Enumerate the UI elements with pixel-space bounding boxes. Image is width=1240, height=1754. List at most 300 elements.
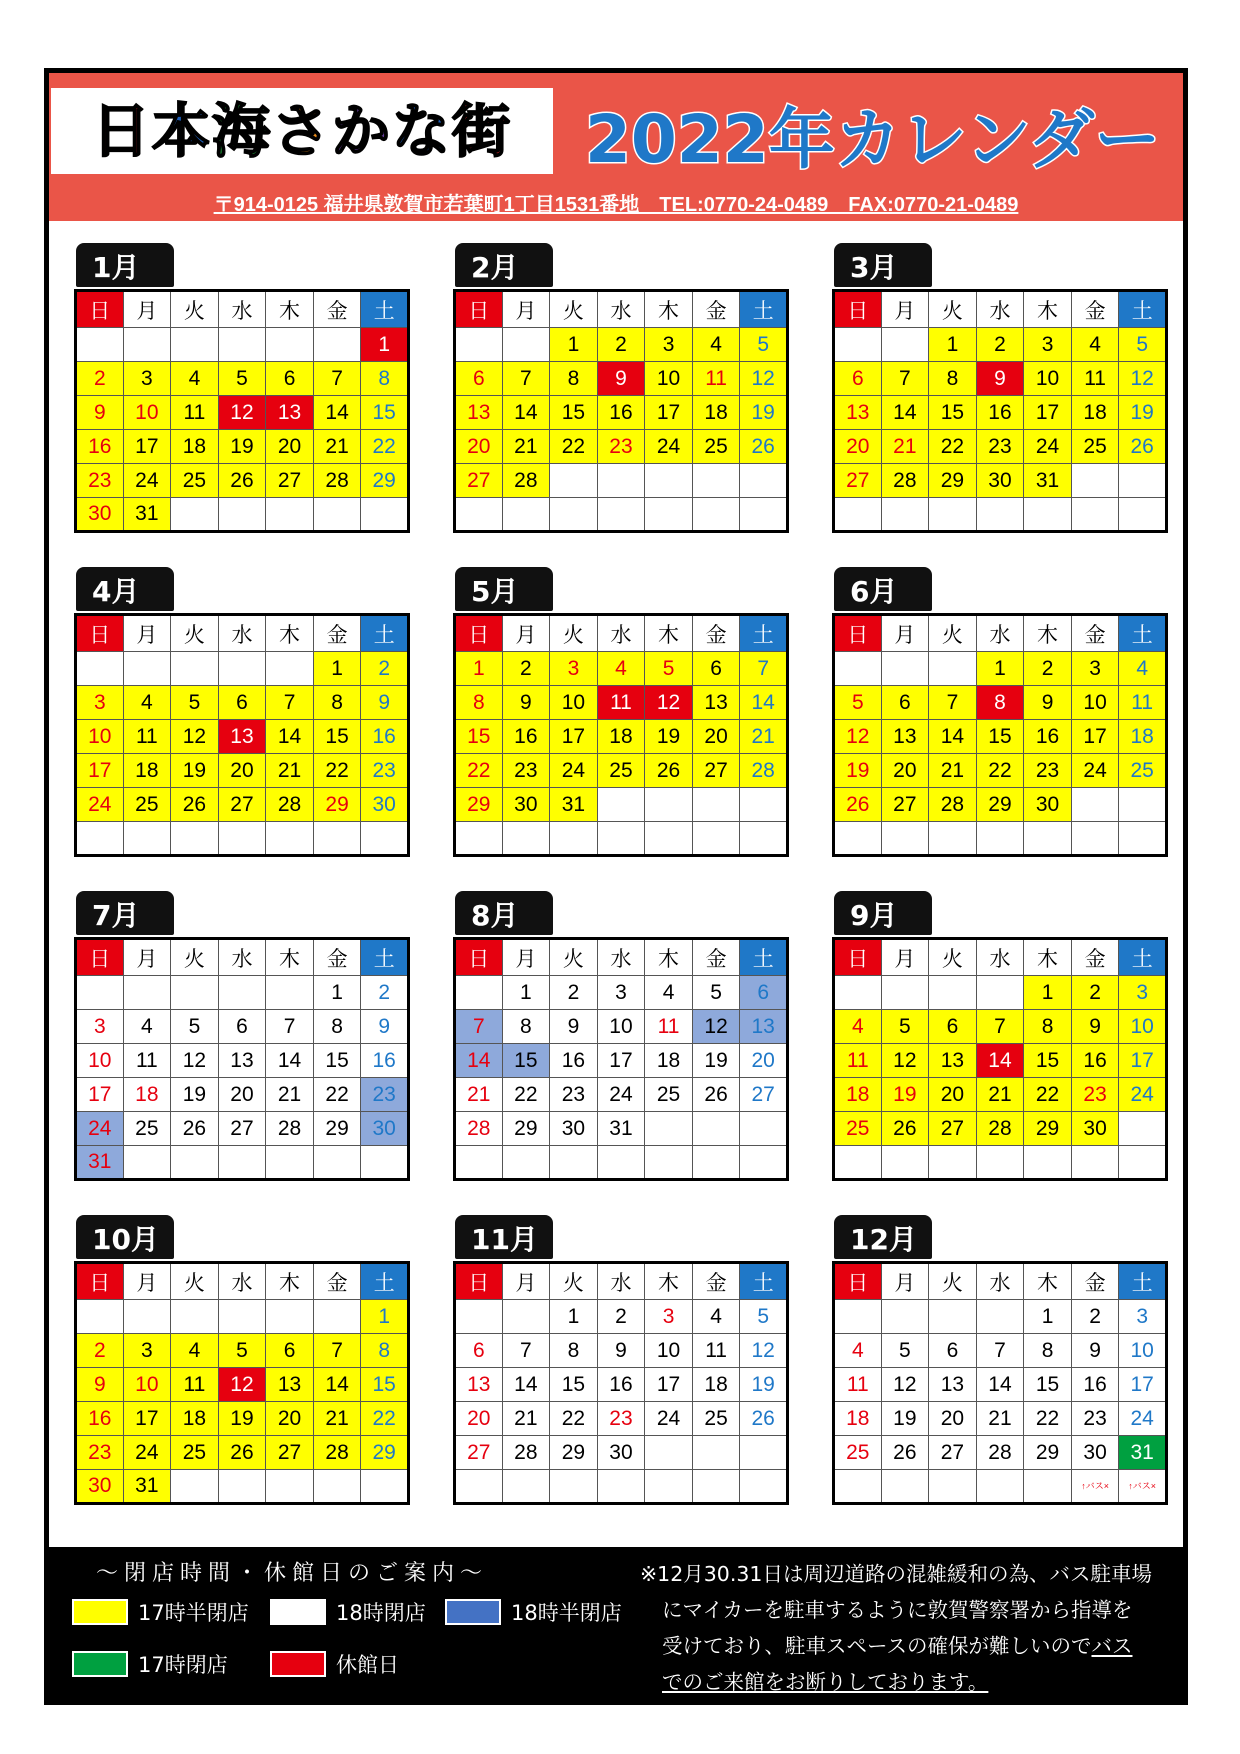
- day-cell: 7: [881, 362, 929, 396]
- empty-cell: [502, 822, 550, 856]
- empty-cell: [834, 1300, 882, 1334]
- empty-cell: [834, 976, 882, 1010]
- weekday-header: 火: [929, 615, 977, 652]
- weekday-header: 金: [1071, 1263, 1119, 1300]
- empty-cell: [218, 498, 266, 532]
- day-cell: 10: [645, 1334, 693, 1368]
- weekday-header: 木: [266, 291, 314, 328]
- day-cell: 11: [1119, 686, 1167, 720]
- weekday-header: 日: [455, 615, 503, 652]
- day-cell: 26: [881, 1112, 929, 1146]
- day-cell: 9: [1071, 1010, 1119, 1044]
- week-row: [455, 754, 788, 788]
- weekday-header: 水: [976, 615, 1024, 652]
- day-cell: 29: [1024, 1436, 1072, 1470]
- day-cell: 10: [1071, 686, 1119, 720]
- week-row: [76, 1078, 409, 1112]
- empty-cell: [881, 976, 929, 1010]
- week-row: [834, 430, 1167, 464]
- day-cell: 21: [455, 1078, 503, 1112]
- weekday-header: 金: [313, 615, 361, 652]
- day-cell: 9: [1024, 686, 1072, 720]
- week-row: [76, 822, 409, 856]
- week-row: [76, 788, 409, 822]
- month-table: [453, 1261, 789, 1505]
- empty-cell: [976, 822, 1024, 856]
- weekday-header: 火: [171, 291, 219, 328]
- day-cell: 12: [218, 396, 266, 430]
- day-cell: 6: [455, 362, 503, 396]
- empty-cell: [1024, 498, 1072, 532]
- empty-cell: [171, 498, 219, 532]
- day-cell: 30: [76, 498, 124, 532]
- day-cell: 16: [1024, 720, 1072, 754]
- weekday-header: 金: [692, 939, 740, 976]
- day-cell: 8: [550, 1334, 598, 1368]
- day-cell: 15: [361, 396, 409, 430]
- day-cell: 6: [218, 1010, 266, 1044]
- week-row: [834, 1044, 1167, 1078]
- logo-glyph: 海: [211, 97, 272, 165]
- day-cell: 12: [171, 720, 219, 754]
- empty-cell: [266, 1300, 314, 1334]
- day-cell: 15: [502, 1044, 550, 1078]
- day-cell: 13: [218, 720, 266, 754]
- day-cell: 20: [929, 1078, 977, 1112]
- day-cell: 11: [123, 1044, 171, 1078]
- empty-cell: [597, 498, 645, 532]
- empty-cell: [692, 464, 740, 498]
- week-row: [834, 1078, 1167, 1112]
- empty-cell: [692, 1436, 740, 1470]
- empty-cell: [455, 976, 503, 1010]
- weekday-header: 金: [692, 615, 740, 652]
- week-row: [76, 754, 409, 788]
- weekday-header: 日: [455, 291, 503, 328]
- month-table: [74, 1261, 410, 1505]
- weekday-header: 金: [1071, 615, 1119, 652]
- day-cell: 13: [218, 1044, 266, 1078]
- day-cell: 5: [881, 1010, 929, 1044]
- week-row: [834, 1010, 1167, 1044]
- day-cell: 31: [123, 1470, 171, 1504]
- day-cell: 16: [976, 396, 1024, 430]
- day-cell: 11: [171, 1368, 219, 1402]
- day-cell: 7: [313, 362, 361, 396]
- day-cell: 1: [1024, 1300, 1072, 1334]
- legend-label: 17時半閉店: [138, 1601, 249, 1625]
- day-cell: 24: [645, 1402, 693, 1436]
- day-cell: 10: [123, 1368, 171, 1402]
- week-row: [834, 754, 1167, 788]
- day-cell: 10: [1119, 1334, 1167, 1368]
- day-cell: 17: [1119, 1044, 1167, 1078]
- empty-cell: [929, 1470, 977, 1504]
- empty-cell: [645, 1436, 693, 1470]
- month-label: 2月: [455, 243, 553, 287]
- weekday-header: 土: [1119, 939, 1167, 976]
- empty-cell: [645, 464, 693, 498]
- day-cell: 3: [1071, 652, 1119, 686]
- day-cell: 5: [740, 1300, 788, 1334]
- day-cell: 12: [692, 1010, 740, 1044]
- weekday-header: 木: [645, 291, 693, 328]
- day-cell: 11: [834, 1044, 882, 1078]
- empty-cell: [502, 1470, 550, 1504]
- day-cell: 12: [881, 1044, 929, 1078]
- day-cell: 12: [740, 362, 788, 396]
- day-cell: 19: [740, 396, 788, 430]
- day-cell: 3: [1119, 976, 1167, 1010]
- day-cell: 10: [597, 1010, 645, 1044]
- weekday-header-row: [834, 291, 1167, 328]
- day-cell: 5: [171, 1010, 219, 1044]
- day-cell: 8: [1024, 1010, 1072, 1044]
- empty-cell: [1119, 1112, 1167, 1146]
- weekday-header: 火: [929, 291, 977, 328]
- week-row: [76, 1044, 409, 1078]
- legend-label: 18時半閉店: [511, 1601, 622, 1625]
- week-row: [834, 1334, 1167, 1368]
- day-cell: 28: [502, 464, 550, 498]
- day-cell: 9: [976, 362, 1024, 396]
- empty-cell: [266, 652, 314, 686]
- empty-cell: [1071, 1470, 1119, 1504]
- weekday-header: 水: [597, 615, 645, 652]
- notice-line: [640, 1628, 1170, 1664]
- day-cell: 14: [266, 720, 314, 754]
- logo-text: [91, 97, 513, 165]
- weekday-header: 水: [597, 291, 645, 328]
- day-cell: 16: [361, 1044, 409, 1078]
- day-cell: 6: [218, 686, 266, 720]
- week-row: [455, 1436, 788, 1470]
- week-row: [455, 328, 788, 362]
- month-label: 6月: [834, 567, 932, 611]
- weekday-header: 水: [218, 939, 266, 976]
- day-cell: 28: [976, 1436, 1024, 1470]
- day-cell: 7: [502, 362, 550, 396]
- weekday-header: 土: [361, 939, 409, 976]
- empty-cell: [123, 328, 171, 362]
- day-cell: 2: [597, 1300, 645, 1334]
- logo-glyph: 街: [452, 97, 513, 165]
- week-row: [455, 1368, 788, 1402]
- weekday-header: 月: [881, 939, 929, 976]
- day-cell: 7: [455, 1010, 503, 1044]
- empty-cell: [171, 976, 219, 1010]
- day-cell: 12: [740, 1334, 788, 1368]
- empty-cell: [550, 1470, 598, 1504]
- day-cell: 5: [218, 1334, 266, 1368]
- day-cell: 17: [645, 1368, 693, 1402]
- day-cell: 28: [881, 464, 929, 498]
- empty-cell: [1071, 1146, 1119, 1180]
- day-cell: 29: [976, 788, 1024, 822]
- day-cell: 16: [1071, 1044, 1119, 1078]
- week-row: [455, 396, 788, 430]
- empty-cell: [76, 1300, 124, 1334]
- day-cell: 4: [834, 1010, 882, 1044]
- empty-cell: [266, 498, 314, 532]
- day-cell: 25: [1071, 430, 1119, 464]
- day-cell: 19: [645, 720, 693, 754]
- day-cell: 27: [218, 788, 266, 822]
- notice-text: 受けており、駐車スペースの確保が難しいので: [662, 1634, 1092, 1658]
- empty-cell: [597, 788, 645, 822]
- empty-cell: [313, 1470, 361, 1504]
- week-row: [76, 328, 409, 362]
- weekday-header: 水: [976, 1263, 1024, 1300]
- weekday-header: 日: [834, 939, 882, 976]
- day-cell: 1: [976, 652, 1024, 686]
- weekday-header: 水: [218, 615, 266, 652]
- legend-item-white: [270, 1598, 426, 1626]
- day-cell: 28: [976, 1112, 1024, 1146]
- week-row: [76, 1300, 409, 1334]
- empty-cell: [881, 498, 929, 532]
- day-cell: 27: [266, 1436, 314, 1470]
- empty-cell: [645, 1146, 693, 1180]
- day-cell: 14: [881, 396, 929, 430]
- day-cell: 24: [645, 430, 693, 464]
- empty-cell: [76, 822, 124, 856]
- week-row: [76, 362, 409, 396]
- weekday-header: 金: [1071, 939, 1119, 976]
- day-cell: 27: [218, 1112, 266, 1146]
- legend-item-green: [72, 1650, 228, 1678]
- empty-cell: [123, 1300, 171, 1334]
- empty-cell: [1119, 498, 1167, 532]
- weekday-header: 月: [123, 939, 171, 976]
- day-cell: 4: [171, 1334, 219, 1368]
- day-cell: 16: [1071, 1368, 1119, 1402]
- weekday-header: 月: [123, 291, 171, 328]
- day-cell: 17: [645, 396, 693, 430]
- empty-cell: [1024, 1470, 1072, 1504]
- week-row: [455, 1402, 788, 1436]
- empty-cell: [976, 976, 1024, 1010]
- empty-cell: [218, 822, 266, 856]
- notice-line: にマイカーを駐車するように敦賀警察署から指導を: [662, 1598, 1133, 1622]
- day-cell: 15: [550, 1368, 598, 1402]
- day-cell: 29: [1024, 1112, 1072, 1146]
- day-cell: 17: [76, 754, 124, 788]
- week-row: [834, 362, 1167, 396]
- weekday-header: 土: [740, 615, 788, 652]
- day-cell: 18: [692, 1368, 740, 1402]
- week-row: [834, 498, 1167, 532]
- week-row: [834, 1436, 1167, 1470]
- day-cell: 5: [171, 686, 219, 720]
- day-cell: 20: [218, 754, 266, 788]
- day-cell: 30: [76, 1470, 124, 1504]
- empty-cell: [550, 498, 598, 532]
- day-cell: 11: [834, 1368, 882, 1402]
- day-cell: 19: [881, 1402, 929, 1436]
- day-cell: 27: [929, 1436, 977, 1470]
- day-cell: 8: [550, 362, 598, 396]
- empty-cell: [361, 498, 409, 532]
- day-cell: 30: [1024, 788, 1072, 822]
- day-cell: 18: [123, 754, 171, 788]
- empty-cell: [361, 1146, 409, 1180]
- empty-cell: [597, 822, 645, 856]
- day-cell: 12: [881, 1368, 929, 1402]
- day-cell: 4: [645, 976, 693, 1010]
- month-table: [74, 289, 410, 533]
- day-cell: 22: [313, 1078, 361, 1112]
- empty-cell: [881, 1146, 929, 1180]
- day-cell: 9: [361, 686, 409, 720]
- week-row: [76, 1010, 409, 1044]
- empty-cell: [1119, 788, 1167, 822]
- week-row: [834, 464, 1167, 498]
- weekday-header: 金: [313, 291, 361, 328]
- day-cell: 10: [76, 720, 124, 754]
- day-cell: 26: [740, 430, 788, 464]
- day-cell: 5: [881, 1334, 929, 1368]
- day-cell: 13: [455, 396, 503, 430]
- day-cell: 12: [645, 686, 693, 720]
- day-cell: 14: [976, 1368, 1024, 1402]
- day-cell: 15: [455, 720, 503, 754]
- weekday-header-row: [76, 291, 409, 328]
- day-cell: 5: [1119, 328, 1167, 362]
- day-cell: 7: [313, 1334, 361, 1368]
- weekday-header: 日: [834, 1263, 882, 1300]
- day-cell: 24: [1071, 754, 1119, 788]
- legend-item-yellow: [72, 1598, 249, 1626]
- day-cell: 8: [455, 686, 503, 720]
- day-cell: 27: [692, 754, 740, 788]
- weekday-header: 月: [881, 615, 929, 652]
- day-cell: 27: [455, 464, 503, 498]
- weekday-header: 火: [550, 291, 598, 328]
- day-cell: 30: [502, 788, 550, 822]
- empty-cell: [502, 328, 550, 362]
- day-cell: 1: [313, 976, 361, 1010]
- day-cell: 12: [218, 1368, 266, 1402]
- month-table: [832, 937, 1168, 1181]
- weekday-header: 水: [597, 939, 645, 976]
- empty-cell: [1071, 822, 1119, 856]
- day-cell: 20: [929, 1402, 977, 1436]
- day-cell: 21: [266, 1078, 314, 1112]
- empty-cell: [881, 1470, 929, 1504]
- legend-swatch: [445, 1599, 501, 1625]
- empty-cell: [929, 976, 977, 1010]
- day-cell: 25: [645, 1078, 693, 1112]
- week-row: [76, 686, 409, 720]
- day-cell: 29: [550, 1436, 598, 1470]
- week-row: [455, 1044, 788, 1078]
- week-row: [455, 1010, 788, 1044]
- day-cell: 20: [266, 1402, 314, 1436]
- day-cell: 20: [881, 754, 929, 788]
- day-cell: 11: [597, 686, 645, 720]
- empty-cell: [645, 498, 693, 532]
- weekday-header: 月: [502, 939, 550, 976]
- weekday-header-row: [76, 615, 409, 652]
- weekday-header: 木: [266, 939, 314, 976]
- week-row: [834, 1470, 1167, 1504]
- week-row: [76, 1436, 409, 1470]
- week-row: [455, 362, 788, 396]
- week-row: [76, 1334, 409, 1368]
- empty-cell: [740, 822, 788, 856]
- empty-cell: [1119, 1470, 1167, 1504]
- weekday-header: 火: [929, 1263, 977, 1300]
- day-cell: 22: [550, 1402, 598, 1436]
- day-cell: 2: [1024, 652, 1072, 686]
- empty-cell: [550, 464, 598, 498]
- day-cell: 13: [929, 1044, 977, 1078]
- empty-cell: [218, 1300, 266, 1334]
- day-cell: 7: [266, 1010, 314, 1044]
- day-cell: 5: [218, 362, 266, 396]
- day-cell: 23: [1024, 754, 1072, 788]
- day-cell: 2: [1071, 976, 1119, 1010]
- weekday-header: 土: [361, 291, 409, 328]
- month-label: 3月: [834, 243, 932, 287]
- empty-cell: [123, 1146, 171, 1180]
- day-cell: 25: [123, 788, 171, 822]
- weekday-header: 火: [171, 615, 219, 652]
- day-cell: 11: [171, 396, 219, 430]
- day-cell: 23: [361, 754, 409, 788]
- day-cell: 9: [502, 686, 550, 720]
- day-cell: 25: [1119, 754, 1167, 788]
- empty-cell: [597, 1470, 645, 1504]
- weekday-header: 日: [455, 1263, 503, 1300]
- legend-swatch: [270, 1599, 326, 1625]
- day-cell: 9: [597, 362, 645, 396]
- day-cell: 30: [361, 1112, 409, 1146]
- empty-cell: [455, 328, 503, 362]
- month-label: 1月: [76, 243, 174, 287]
- day-cell: 16: [550, 1044, 598, 1078]
- empty-cell: [692, 788, 740, 822]
- day-cell: 2: [361, 652, 409, 686]
- day-cell: 20: [218, 1078, 266, 1112]
- empty-cell: [976, 1146, 1024, 1180]
- empty-cell: [692, 498, 740, 532]
- weekday-header: 土: [361, 615, 409, 652]
- day-cell: 2: [76, 1334, 124, 1368]
- weekday-header: 土: [361, 1263, 409, 1300]
- week-row: [834, 1368, 1167, 1402]
- day-cell: 15: [1024, 1368, 1072, 1402]
- day-cell: 16: [361, 720, 409, 754]
- day-cell: 24: [123, 464, 171, 498]
- week-row: [455, 788, 788, 822]
- day-cell: 26: [218, 1436, 266, 1470]
- empty-cell: [929, 1300, 977, 1334]
- weekday-header: 月: [881, 291, 929, 328]
- address-line: 〒914-0125 福井県敦賀市若葉町1丁目1531番地 TEL:0770-24-0489 FAX:0770-21-0489: [213, 194, 1019, 216]
- legend-item-red: [270, 1650, 399, 1678]
- day-cell: 18: [645, 1044, 693, 1078]
- day-cell: 4: [834, 1334, 882, 1368]
- notice-line: でのご来館をお断りしております。: [662, 1670, 989, 1694]
- day-cell: 1: [502, 976, 550, 1010]
- day-cell: 19: [881, 1078, 929, 1112]
- day-cell: 19: [218, 430, 266, 464]
- empty-cell: [881, 652, 929, 686]
- day-cell: 12: [171, 1044, 219, 1078]
- day-cell: 7: [929, 686, 977, 720]
